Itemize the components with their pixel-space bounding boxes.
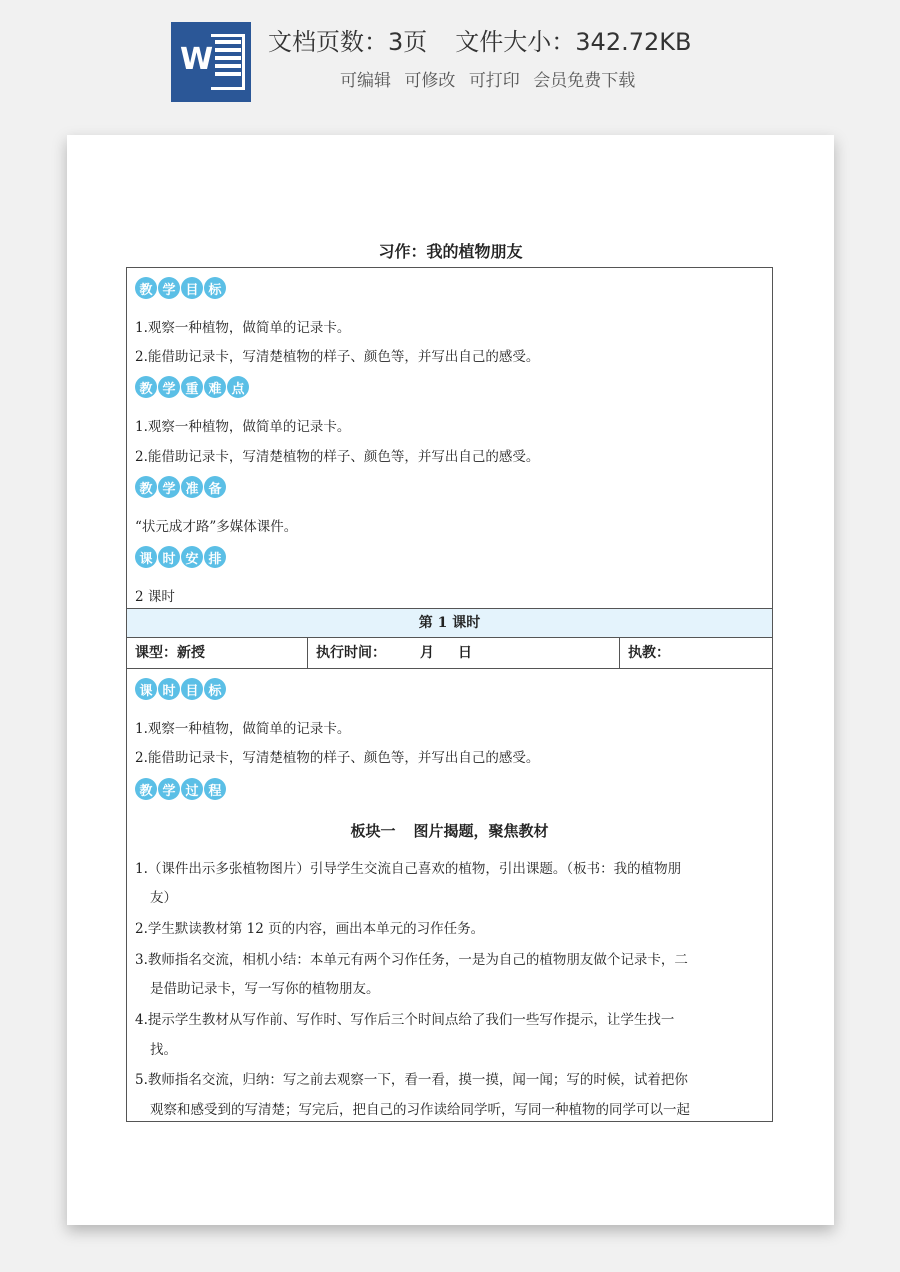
file-stats: [268, 22, 691, 57]
heading-char: 教: [135, 778, 157, 800]
schedule-line: 2 课时: [135, 589, 175, 605]
heading-char: 标: [204, 678, 226, 700]
heading-char: 学: [158, 376, 180, 398]
heading-char: 课: [135, 678, 157, 700]
file-size: 文件大小：342.72KB: [455, 28, 692, 56]
lesson-goal-line: 2.能借助记录卡，写清楚植物的样子、颜色等，并写出自己的感受。: [135, 750, 540, 766]
feature-editable: 可编辑: [340, 71, 391, 91]
file-info-header: [0, 0, 900, 125]
preparation-line: “状元成才路”多媒体课件。: [135, 519, 298, 535]
heading-char: 重: [181, 376, 203, 398]
section-heading-process: [135, 778, 227, 800]
feature-modifiable: 可修改: [404, 71, 456, 91]
heading-char: 教: [135, 476, 157, 498]
heading-char: 标: [204, 277, 226, 299]
step-line: 1.（课件出示多张植物图片）引导学生交流自己喜欢的植物，引出课题。（板书：我的植物朋: [135, 861, 682, 877]
document-page: [67, 135, 834, 1225]
heading-char: 过: [181, 778, 203, 800]
step-line: 2.学生默读教材第 12 页的内容，画出本单元的习作任务。: [135, 921, 485, 937]
heading-char: 目: [181, 277, 203, 299]
heading-char: 教: [135, 376, 157, 398]
section-heading-goals: [135, 277, 227, 299]
heading-char: 排: [204, 546, 226, 568]
heading-char: 学: [158, 778, 180, 800]
lesson-type-cell: 课型：新授: [127, 638, 308, 668]
feature-printable: 可打印: [468, 71, 520, 91]
heading-char: 时: [158, 546, 180, 568]
lesson-goal-line: 1.观察一种植物，做简单的记录卡。: [135, 721, 351, 737]
execution-time-cell: [308, 638, 620, 668]
step-line: 是借助记录卡，写一写你的植物朋友。: [150, 981, 380, 997]
step-line: 找。: [150, 1042, 177, 1058]
section-heading-lesson-goals: [135, 678, 227, 700]
section-heading-schedule: [135, 546, 227, 568]
step-line: 3.教师指名交流，相机小结：本单元有两个习作任务，一是为自己的植物朋友做个记录卡，二: [135, 952, 688, 968]
doc-lines: [215, 40, 241, 80]
key-point-line: 1.观察一种植物，做简单的记录卡。: [135, 419, 351, 435]
step-line: 观察和感受到的写清楚；写完后，把自己的习作读给同学听，写同一种植物的同学可以一起: [150, 1102, 690, 1118]
teacher-cell: 执教：: [628, 645, 670, 661]
heading-char: 课: [135, 546, 157, 568]
word-document-icon: [171, 22, 251, 102]
lesson-plan-table: [126, 267, 773, 1122]
feature-list: [340, 66, 643, 91]
heading-char: 点: [227, 376, 249, 398]
section-heading-key-points: [135, 376, 250, 398]
block-title-text: 图片揭题，聚焦教材: [413, 822, 549, 840]
lesson-info-row: [127, 638, 772, 669]
step-line: 5.教师指名交流，归纳：写之前去观察一下，看一看，摸一摸，闻一闻；写的时候，试着把你: [135, 1072, 688, 1088]
key-point-line: 2.能借助记录卡，写清楚植物的样子、颜色等，并写出自己的感受。: [135, 449, 540, 465]
heading-char: 学: [158, 476, 180, 498]
heading-char: 备: [204, 476, 226, 498]
heading-char: 程: [204, 778, 226, 800]
execution-time-label: 执行时间：: [316, 645, 386, 661]
heading-char: 目: [181, 678, 203, 700]
block-heading: [127, 820, 772, 841]
heading-char: 难: [204, 376, 226, 398]
feature-member-free: 会员免费下载: [533, 71, 636, 91]
heading-char: 学: [158, 277, 180, 299]
heading-char: 教: [135, 277, 157, 299]
goal-line: 1.观察一种植物，做简单的记录卡。: [135, 320, 351, 336]
block-name: 板块一: [350, 822, 396, 840]
heading-char: 时: [158, 678, 180, 700]
document-title: 习作：我的植物朋友: [378, 242, 523, 261]
step-line: 友）: [150, 890, 177, 906]
heading-char: 安: [181, 546, 203, 568]
page-count: 文档页数：3页: [268, 28, 428, 56]
heading-char: 准: [181, 476, 203, 498]
month-label: 月: [420, 645, 434, 661]
goal-line: 2.能借助记录卡，写清楚植物的样子、颜色等，并写出自己的感受。: [135, 349, 540, 365]
lesson-band: 第 1 课时: [127, 608, 772, 638]
step-line: 4.提示学生教材从写作前、写作时、写作后三个时间点给了我们一些写作提示，让学生找一: [135, 1012, 675, 1028]
day-label: 日: [458, 645, 472, 661]
word-letter: W: [180, 42, 214, 77]
section-heading-preparation: [135, 476, 227, 498]
